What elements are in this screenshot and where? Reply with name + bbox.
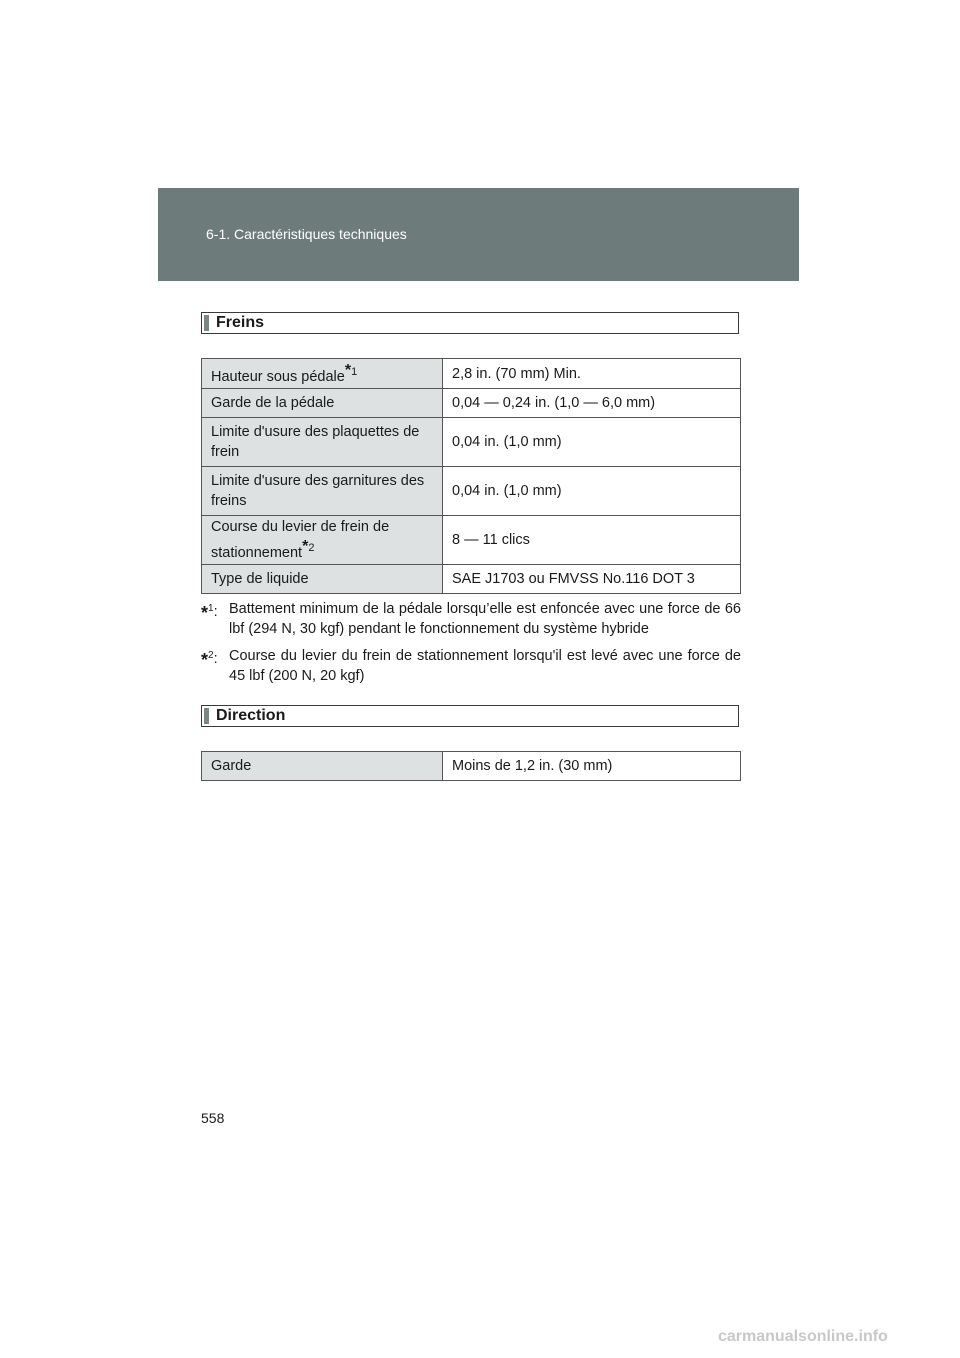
table-row [202,516,741,565]
table-row [202,418,741,467]
spec-value: 0,04 — 0,24 in. (1,0 — 6,0 mm) [443,389,741,418]
section-header-band [158,188,799,281]
table-row [202,359,741,389]
spec-value: Moins de 1,2 in. (30 mm) [443,752,741,781]
asterisk: * [201,650,209,670]
spec-value: 0,04 in. (1,0 mm) [443,467,741,516]
table-row [202,389,741,418]
title-accent-bar [204,315,209,331]
footnote-number: 2 [208,650,214,661]
steering-section-title [201,705,739,727]
asterisk: * [201,603,209,623]
footnote-text: Battement minimum de la pédale lorsqu’elle est enfoncée avec une force de 66 lbf (294 N, 30 kgf) pendant le fonctionnement du système hybride [229,601,741,637]
section-breadcrumb: 6-1. Caractéristiques techniques [206,226,407,242]
asterisk: * [302,538,309,555]
footnote-colon: : [213,651,218,667]
spec-label-text: Course du levier de frein de stationnement [211,519,390,561]
spec-label: Limite d'usure des garnitures des freins [202,467,443,516]
spec-label-text: Hauteur sous pédale [211,368,345,385]
table-row [202,565,741,594]
footnote-number: 1 [351,365,358,378]
watermark: carmanualsonline.info [718,1328,888,1345]
table-row [202,467,741,516]
table-row [202,752,741,781]
spec-label: Type de liquide [202,565,443,594]
brakes-section-title [201,312,739,334]
footnote-text: Course du levier du frein de stationnement lorsqu'il est levé avec une force de 45 lbf (200 N, 20 kgf) [229,648,741,684]
footnote-number: 2 [308,542,315,554]
footnote-ref [302,538,315,555]
footnote-marker [201,646,229,670]
footnote-marker [201,599,229,623]
spec-value: 0,04 in. (1,0 mm) [443,418,741,467]
footnote-ref [344,361,358,379]
spec-label: Garde [202,752,443,781]
footnote-number: 1 [208,603,214,614]
title-accent-bar [204,708,209,724]
footnote-2 [201,646,741,686]
spec-value: 2,8 in. (70 mm) Min. [443,359,741,389]
steering-spec-table [201,751,741,781]
footnote-colon: : [213,604,218,620]
spec-label [202,516,443,565]
spec-value: SAE J1703 ou FMVSS No.116 DOT 3 [443,565,741,594]
steering-title: Direction [216,707,286,724]
footnote-1 [201,599,741,639]
asterisk: * [344,361,352,379]
page-number: 558 [201,1110,225,1126]
brakes-title: Freins [216,314,265,331]
brakes-spec-table [201,358,741,594]
spec-label: Garde de la pédale [202,389,443,418]
spec-value: 8 — 11 clics [443,516,741,565]
spec-label: Limite d'usure des plaquettes de frein [202,418,443,467]
spec-label [202,359,443,389]
